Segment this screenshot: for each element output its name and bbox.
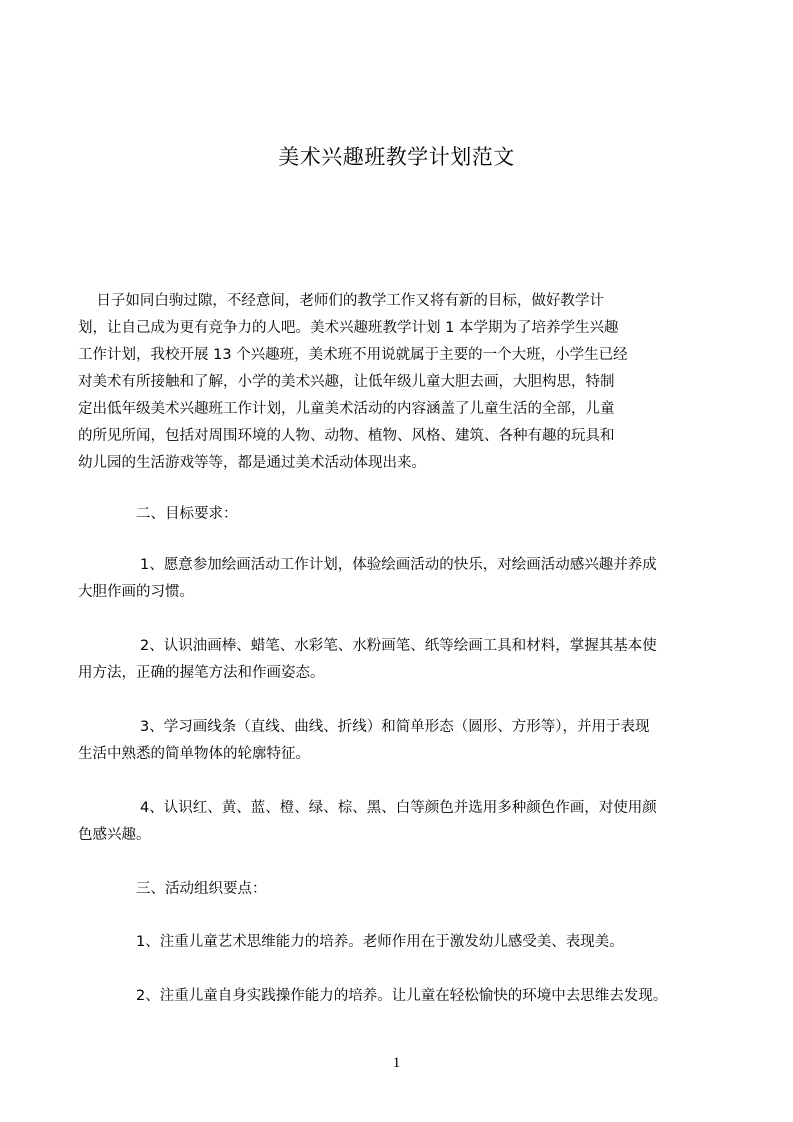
- activity-point-2: 2、注重儿童自身实践操作能力的培养。让儿童在轻松愉快的环境中去思维去发现。: [136, 988, 668, 1004]
- intro-paragraph: [78, 288, 698, 478]
- intro-line: 对美术有所接触和了解，小学的美术兴趣，让低年级儿童大胆去画，大胆构思，特制: [78, 374, 615, 390]
- intro-line: 划，让自己成为更有竞争力的人吧。美术兴趣班教学计划 1 本学期为了培养学生兴趣: [78, 320, 619, 336]
- intro-line: 的所见所闻，包括对周围环境的人物、动物、植物、风格、建筑、各种有趣的玩具和: [78, 428, 615, 444]
- goal-4-line-2: 色感兴趣。: [78, 827, 151, 843]
- activity-point-1: 1、注重儿童艺术思维能力的培养。老师作用在于激发幼儿感受美、表现美。: [136, 934, 624, 950]
- section-heading-goals: 二、目标要求：: [136, 506, 238, 522]
- goal-2-line-1: 2、认识油画棒、蜡笔、水彩笔、水粉画笔、纸等绘画工具和材料，掌握其基本使: [140, 638, 657, 654]
- goal-1-line-1: 1、愿意参加绘画活动工作计划，体验绘画活动的快乐，对绘画活动感兴趣并养成: [140, 557, 657, 573]
- intro-line: 定出低年级美术兴趣班工作计划，儿童美术活动的内容涵盖了儿童生活的全部，儿童: [78, 401, 615, 417]
- goal-3-line-2: 生活中熟悉的简单物体的轮廓特征。: [78, 746, 310, 762]
- goal-1-line-2: 大胆作画的习惯。: [78, 584, 194, 600]
- intro-line: 工作计划，我校开展 13 个兴趣班，美术班不用说就属于主要的一个大班，小学生已经: [78, 347, 628, 363]
- goal-2-line-2: 用方法，正确的握笔方法和作画姿态。: [78, 665, 325, 681]
- goal-4-line-1: 4、认识红、黄、蓝、橙、绿、棕、黑、白等颜色并选用多种颜色作画，对使用颜: [140, 800, 657, 816]
- section-heading-activity-points: 三、活动组织要点：: [136, 881, 267, 897]
- intro-line: 日子如同白驹过隙，不经意间，老师们的教学工作又将有新的目标，做好教学计: [78, 293, 604, 309]
- page-number: 1: [392, 1055, 401, 1071]
- goal-3-line-1: 3、学习画线条（直线、曲线、折线）和简单形态（圆形、方形等），并用于表现: [140, 719, 650, 735]
- intro-line: 幼儿园的生活游戏等等，都是通过美术活动体现出来。: [78, 455, 426, 471]
- document-title: 美术兴趣班教学计划范文: [278, 145, 515, 169]
